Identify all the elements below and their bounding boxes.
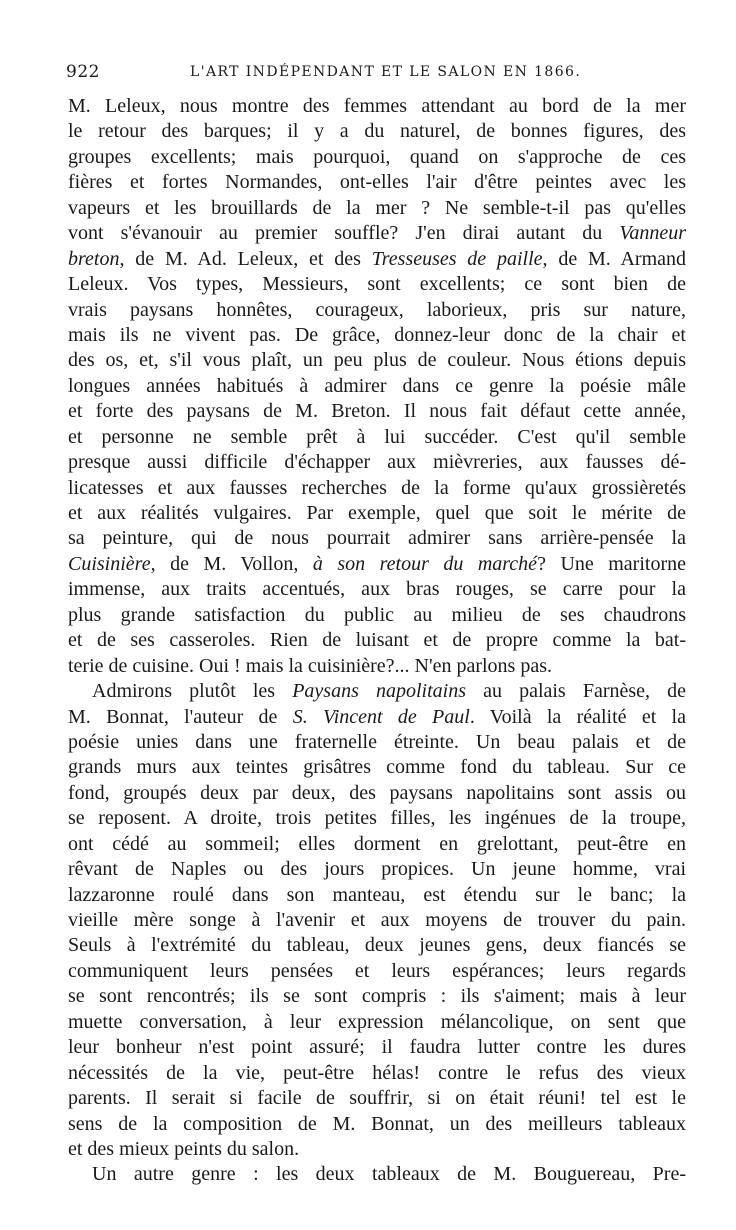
text-run: vieille mère songe à l'avenir et aux moyens de trouver du pain. bbox=[68, 909, 686, 931]
text-run: grands murs aux teintes grisâtres comme fond du tableau. Sur ce bbox=[68, 756, 686, 779]
text-run: . Voilà la réalité et la bbox=[469, 705, 686, 728]
text-line bbox=[68, 1112, 686, 1137]
text-run: au palais Farnèse, de bbox=[465, 680, 686, 703]
text-line bbox=[68, 679, 686, 704]
text-line bbox=[68, 501, 686, 526]
text-run: et de ses casseroles. Rien de luisant et de propre comme la bat- bbox=[68, 629, 686, 652]
text-run: , de M. Armand bbox=[542, 247, 687, 270]
text-line bbox=[68, 730, 686, 755]
text-line bbox=[68, 170, 686, 195]
text-run: licatesses et aux fausses recherches de la forme qu'aux grossièretés bbox=[68, 476, 686, 499]
text-line bbox=[68, 450, 686, 475]
text-run: ont cédé au sommeil; elles dorment en grelottant, peut-être en bbox=[68, 832, 686, 855]
text-line bbox=[68, 654, 686, 679]
running-head: L'ART INDÉPENDANT ET LE SALON EN 1866. bbox=[190, 64, 582, 80]
italic-title-text: Paysans napolitains bbox=[292, 680, 466, 703]
italic-title-text: Tresseuses de paille bbox=[371, 247, 543, 270]
text-run: parents. Il serait si facile de souffrir, si on était réuni! tel est le bbox=[68, 1087, 686, 1110]
text-line bbox=[68, 603, 686, 628]
text-run: vrais paysans honnêtes, courageux, laborieux, pris sur nature, bbox=[68, 298, 686, 321]
text-run: Un autre genre : les deux tableaux de M. Bouguereau, Pre- bbox=[92, 1163, 686, 1186]
text-run: , de M. Vollon, bbox=[150, 552, 313, 575]
text-run: sens de la composition de M. Bonnat, un des meilleurs tableaux bbox=[68, 1112, 686, 1135]
text-line bbox=[68, 323, 686, 348]
text-line bbox=[68, 577, 686, 602]
text-run: rêvant de Naples ou des jours propices. Un jeune homme, vrai bbox=[68, 858, 686, 881]
text-run: lazzaronne roulé dans son manteau, est étendu sur le banc; la bbox=[68, 883, 686, 906]
text-line bbox=[68, 1035, 686, 1060]
italic-title-text: S. Vincent de Paul bbox=[292, 705, 470, 728]
text-run: Admirons plutôt les bbox=[92, 680, 293, 703]
text-run: leur bonheur n'est point assuré; il faudra lutter contre les dures bbox=[68, 1036, 686, 1059]
text-run: se sont rencontrés; ils se sont compris : ils s'aiment; mais à leur bbox=[68, 985, 686, 1008]
text-run: se reposent. A droite, trois petites filles, les ingénues de la troupe, bbox=[68, 807, 686, 830]
text-run: vapeurs et les brouillards de la mer ? Ne semble-t-il pas qu'elles bbox=[68, 196, 686, 219]
text-line bbox=[68, 908, 686, 933]
text-run: plus grande satisfaction du public au milieu de ses chaudrons bbox=[68, 603, 686, 626]
text-line bbox=[68, 221, 686, 246]
text-run: presque aussi difficile d'échapper aux mièvreries, aux fausses dé- bbox=[68, 451, 686, 474]
text-line bbox=[68, 959, 686, 984]
italic-title-text: Cuisinière bbox=[68, 552, 151, 575]
text-line bbox=[68, 1010, 686, 1035]
text-line bbox=[68, 272, 686, 297]
text-line bbox=[68, 119, 686, 144]
text-run: vont s'évanouir au premier souffle? J'en dirai autant du bbox=[68, 222, 620, 245]
text-run: immense, aux traits accentués, aux bras rouges, se carre pour la bbox=[68, 578, 686, 601]
text-run: mais ils ne vivent pas. De grâce, donnez-leur donc de la chair et bbox=[68, 323, 686, 346]
text-line bbox=[68, 145, 686, 170]
text-run: sa peinture, qui de nous pourrait admirer sans arrière-pensée la bbox=[68, 527, 686, 550]
text-line bbox=[68, 374, 686, 399]
text-line bbox=[68, 425, 686, 450]
text-run: ? Une maritorne bbox=[537, 552, 686, 575]
text-run: muette conversation, à leur expression mélancolique, on sent que bbox=[68, 1010, 686, 1033]
text-run: et forte des paysans de M. Breton. Il nous fait défaut cette année, bbox=[68, 400, 686, 423]
page-number: 922 bbox=[66, 62, 100, 82]
text-line bbox=[68, 705, 686, 730]
text-run: le retour des barques; il y a du naturel, de bonnes figures, des bbox=[68, 120, 686, 143]
text-run: et aux réalités vulgaires. Par exemple, quel que soit le mérite de bbox=[68, 502, 686, 524]
text-run: terie de cuisine. Oui ! mais la cuisinière?... N'en parlons pas. bbox=[68, 654, 553, 677]
text-line bbox=[68, 984, 686, 1009]
text-run: M. Bonnat, l'auteur de bbox=[68, 705, 293, 728]
text-line bbox=[68, 94, 686, 119]
text-run: et personne ne semble prêt à lui succéder. C'est qu'il semble bbox=[68, 425, 686, 448]
text-line bbox=[68, 247, 686, 272]
text-run: et des mieux peints du salon. bbox=[68, 1137, 300, 1160]
text-line bbox=[68, 298, 686, 323]
text-line bbox=[68, 399, 686, 424]
text-line bbox=[68, 883, 686, 908]
italic-title-text: à son retour du marché bbox=[312, 552, 538, 575]
text-line bbox=[68, 933, 686, 958]
text-line bbox=[68, 526, 686, 551]
text-run: nécessités de la vie, peut-être hélas! contre le refus des vieux bbox=[68, 1061, 686, 1084]
text-run: poésie unies dans une fraternelle étreinte. Un beau palais et de bbox=[68, 730, 686, 753]
text-run: des os, et, s'il vous plaît, un peu plus de couleur. Nous étions depuis bbox=[68, 349, 686, 372]
text-line bbox=[68, 1137, 686, 1162]
text-line bbox=[68, 628, 686, 653]
text-run: groupes excellents; mais pourquoi, quand on s'approche de ces bbox=[68, 145, 686, 168]
text-run: fières et fortes Normandes, ont-elles l'air d'être peintes avec les bbox=[68, 171, 686, 194]
text-line bbox=[68, 781, 686, 806]
text-run: Leleux. Vos types, Messieurs, sont excellents; ce sont bien de bbox=[68, 273, 686, 296]
text-line bbox=[68, 1086, 686, 1111]
text-line bbox=[68, 755, 686, 780]
italic-title-text: breton bbox=[68, 247, 120, 270]
body-text bbox=[68, 94, 686, 1188]
text-run: , de M. Ad. Leleux, et des bbox=[119, 247, 372, 270]
text-line bbox=[68, 552, 686, 577]
text-line bbox=[68, 857, 686, 882]
text-line bbox=[68, 806, 686, 831]
text-run: M. Leleux, nous montre des femmes attendant au bord de la mer bbox=[68, 95, 686, 117]
page-header bbox=[66, 62, 686, 90]
text-line bbox=[68, 476, 686, 501]
italic-title-text: Vanneur bbox=[619, 222, 686, 245]
text-line bbox=[68, 1061, 686, 1086]
text-line bbox=[68, 832, 686, 857]
text-run: Seuls à l'extrémité du tableau, deux jeunes gens, deux fiancés se bbox=[68, 934, 686, 957]
text-line bbox=[68, 1162, 686, 1187]
text-run: fond, groupés deux par deux, des paysans napolitains sont assis ou bbox=[68, 781, 686, 804]
text-run: longues années habitués à admirer dans ce genre la poésie mâle bbox=[68, 374, 686, 397]
text-run: communiquent leurs pensées et leurs espérances; leurs regards bbox=[68, 959, 686, 982]
text-line bbox=[68, 348, 686, 373]
text-line bbox=[68, 196, 686, 221]
